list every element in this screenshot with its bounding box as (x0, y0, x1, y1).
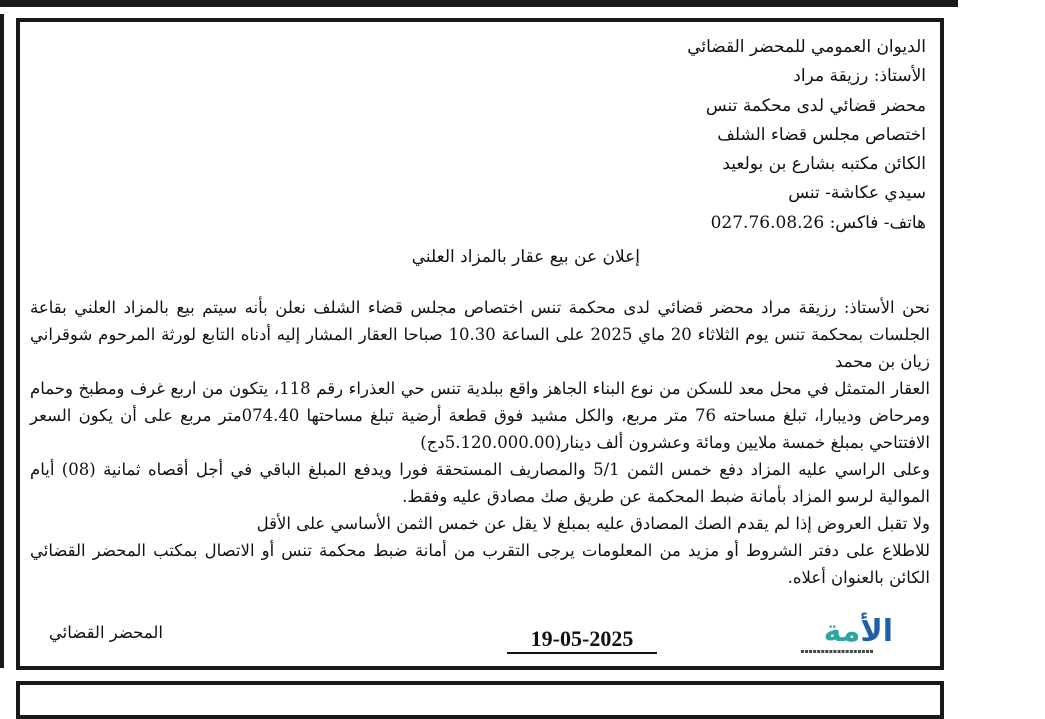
body-paragraph-intro: نحن الأستاذ: رزيقة مراد محضر قضائي لدى محكمة تنس اختصاص مجلس قضاء الشلف نعلن بأنه سيتم بيع بالمزاد العلني بقاعة الجلسات بمحكمة تنس يوم الثلاثاء 20 ماي 2025 على الساعة 10.30 صباحا العقار المشار إليه أدناه التابع لورثة المرحوم شوقراني زيان بن محمد (30, 298, 930, 371)
date-underline (507, 652, 657, 654)
body-paragraph-bids: ولا تقبل العروض إذا لم يقدم الصك المصادق عليه بمبلغ لا يقل عن خمس الثمن الأساسي على الأقل (256, 514, 930, 533)
body-paragraph-payment: وعلى الراسي عليه المزاد دفع خمس الثمن 5/1 والمصاريف المستحقة فورا ويدفع المبلغ الباقي في أجل أقصاه ثمانية (08) أيام الموالية لرسو المزاد بأمانة ضبط المحكمة عن طريق صك مصادق عليه وفقط. (30, 460, 930, 506)
left-rule (0, 14, 4, 668)
body-paragraph-contact: للاطلاع على دفتر الشروط أو مزيد من المعلومات يرجى التقرب من أمانة ضبط محكمة تنس أو الاتصال بمكتب المحضر القضائي الكائن بالعنوان أعلاه. (30, 541, 930, 587)
header-office: الديوان العمومي للمحضر القضائي (687, 37, 926, 57)
next-announcement-box (16, 681, 944, 719)
logo-tagline: ▪▪▪▪▪▪▪▪▪▪▪▪▪▪▪▪▪▪ (800, 648, 874, 655)
date-text: 19-05-2025 (530, 626, 634, 651)
header-address: الكائن مكتبه بشارع بن بولعيد (722, 154, 926, 175)
header-city: سيدي عكاشة- تنس (788, 183, 926, 204)
body-paragraph-property: العقار المتمثل في محل معد للسكن من نوع البناء الجاهز واقع ببلدية تنس حي العذراء رقم 118، يتكون من اربع غرف ومطبخ وحمام ومرحاض وديبارا، تبلغ مساحته 76 متر مربع، والكل مشيد فوق قطعة أرضية تبلغ مساحتها 074.40متر مربع على أن يكون السعر الافتتاحي بمبلغ خمسة ملايين ومائة وعشرون ألف دينار(5.120.000.00دج) (30, 379, 931, 452)
announcement-body (30, 294, 930, 591)
top-rule (0, 0, 958, 7)
newspaper-logo (777, 614, 897, 658)
header-name: الأستاذ: رزيقة مراد (793, 66, 926, 87)
header-jurisdiction: اختصاص مجلس قضاء الشلف (717, 124, 926, 145)
header-title: محضر قضائي لدى محكمة تنس (705, 95, 926, 116)
announcement-title: إعلان عن بيع عقار بالمزاد العلني (411, 247, 640, 267)
announcement-box (16, 18, 944, 670)
signature: المحضر القضائي (48, 623, 163, 642)
header-phone: هاتف- فاكس: 027.76.08.26 (710, 212, 926, 233)
bailiff-header (506, 33, 926, 238)
logo-wordmark: الأمة (823, 614, 893, 649)
publication-date (507, 626, 657, 652)
